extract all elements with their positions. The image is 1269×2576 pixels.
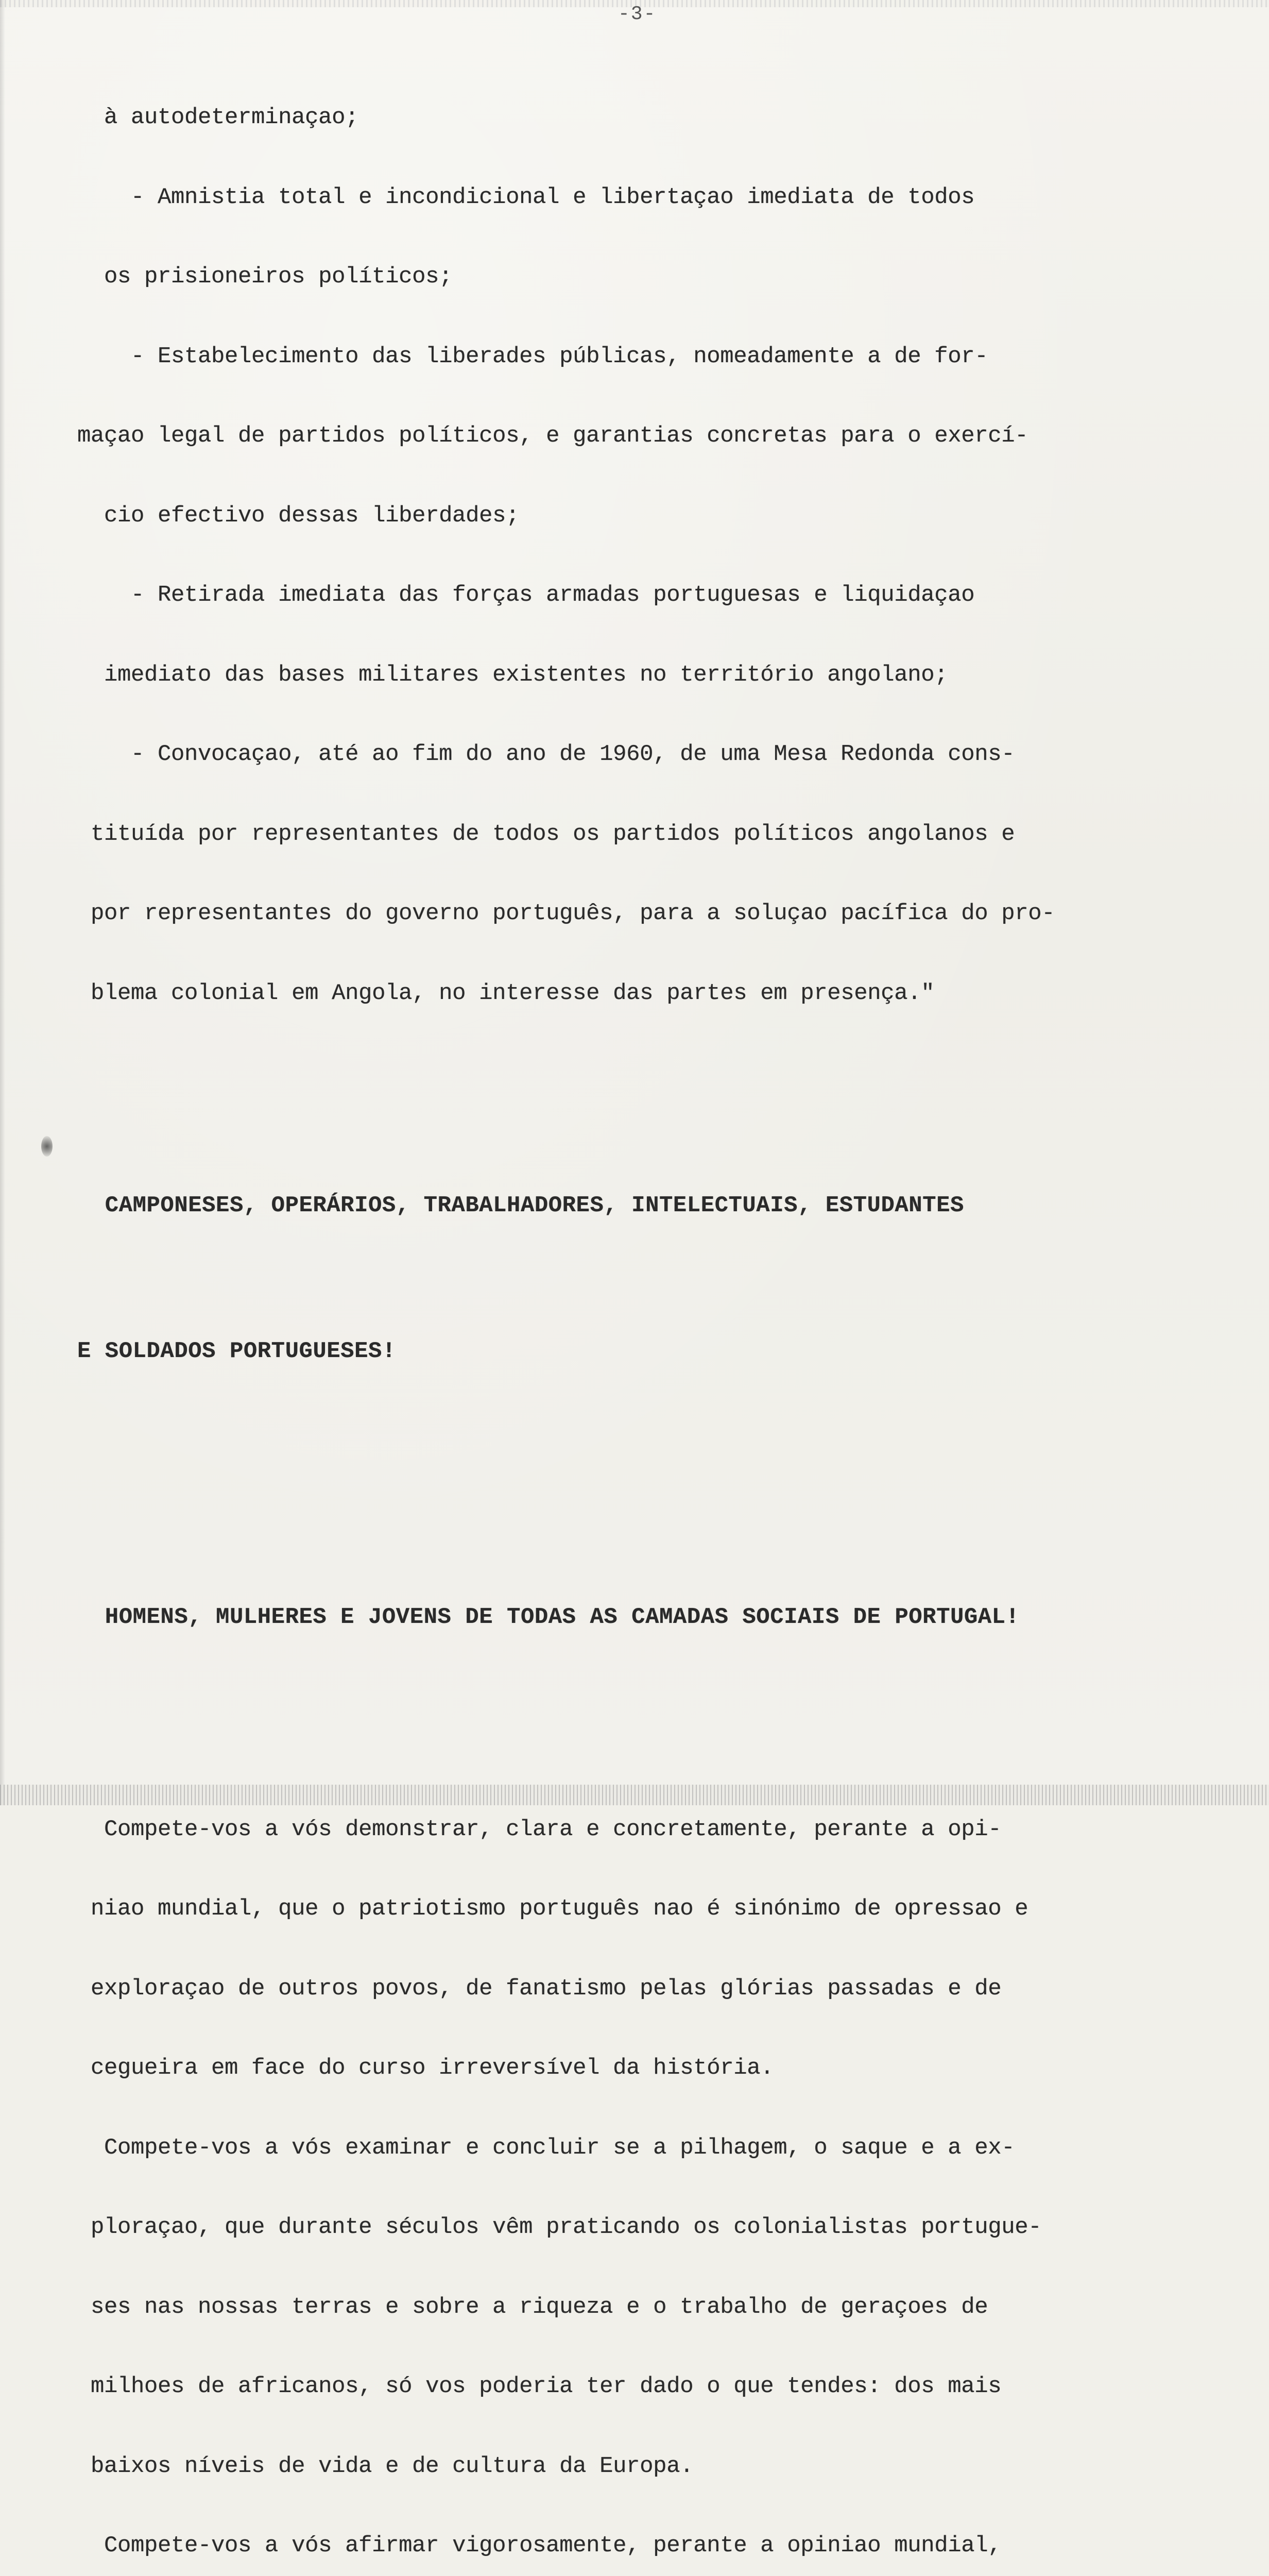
spacer [77,1710,1226,1737]
text-line: os prisioneiros políticos; [77,264,453,290]
text-line: blema colonial em Angola, no interesse das partes em presença." [77,980,935,1006]
text-line: milhoes de africanos, só vos poderia ter dado o que tendes: dos mais [77,2374,1002,2399]
text-line: Compete-vos a vós demonstrar, clara e concretamente, perante a opi- [77,1816,1002,1842]
text-line: baixos níveis de vida e de cultura da Europa. [77,2453,694,2479]
scan-edge-left [0,0,5,1805]
text-line: maçao legal de partidos políticos, e garantias concretas para o exercí- [77,423,1028,449]
text-line: - Retirada imediata das forças armadas portuguesas e liquidaçao [77,582,975,608]
text-line: por representantes do governo português, para a soluçao pacífica do pro- [77,901,1055,926]
text-line: - Estabelecimento das liberades públicas, nomeadamente a de for- [77,343,988,369]
spacer [77,1511,1226,1524]
ink-smudge [41,1136,53,1157]
page-number: -3- [618,3,657,25]
text-line: à autodeterminaçao; [77,105,359,130]
spacer [77,1087,1226,1113]
text-line: cio efectivo dessas liberdades; [77,502,520,529]
text-line: - Amnistia total e incondicional e libertaçao imediata de todos [77,184,975,210]
heading-line: E SOLDADOS PORTUGUESES! [77,1338,396,1364]
heading-line: HOMENS, MULHERES E JOVENS DE TODAS AS CAMADAS SOCIAIS DE PORTUGAL! [77,1604,1020,1630]
heading-line: CAMPONESES, OPERÁRIOS, TRABALHADORES, INTELECTUAIS, ESTUDANTES [77,1192,964,1218]
document-body [77,52,1226,2576]
text-line: exploraçao de outros povos, de fanatismo pelas glórias passadas e de [77,1975,1002,2002]
text-line: ploraçao, que durante séculos vêm praticando os colonialistas portugue- [77,2214,1042,2240]
text-line: cegueira em face do curso irreversível da história. [77,2055,774,2081]
spacer [77,1272,1226,1285]
text-line: - Convocaçao, até ao fim do ano de 1960, de uma Mesa Redonda cons- [77,741,1015,767]
text-line: Compete-vos a vós examinar e concluir se a pilhagem, o saque e a ex- [77,2134,1015,2161]
spacer [77,1445,1226,1458]
text-line: imediato das bases militares existentes no território angolano; [77,662,948,688]
text-line: tituída por representantes de todos os partidos políticos angolanos e [77,821,1015,847]
text-line: Compete-vos a vós afirmar vigorosamente, perante a opiniao mundial, [77,2533,1002,2558]
text-line: niao mundial, que o patriotismo português nao é sinónimo de opressao e [77,1896,1028,1922]
text-line: ses nas nossas terras e sobre a riqueza e o trabalho de geraçoes de [77,2294,988,2320]
